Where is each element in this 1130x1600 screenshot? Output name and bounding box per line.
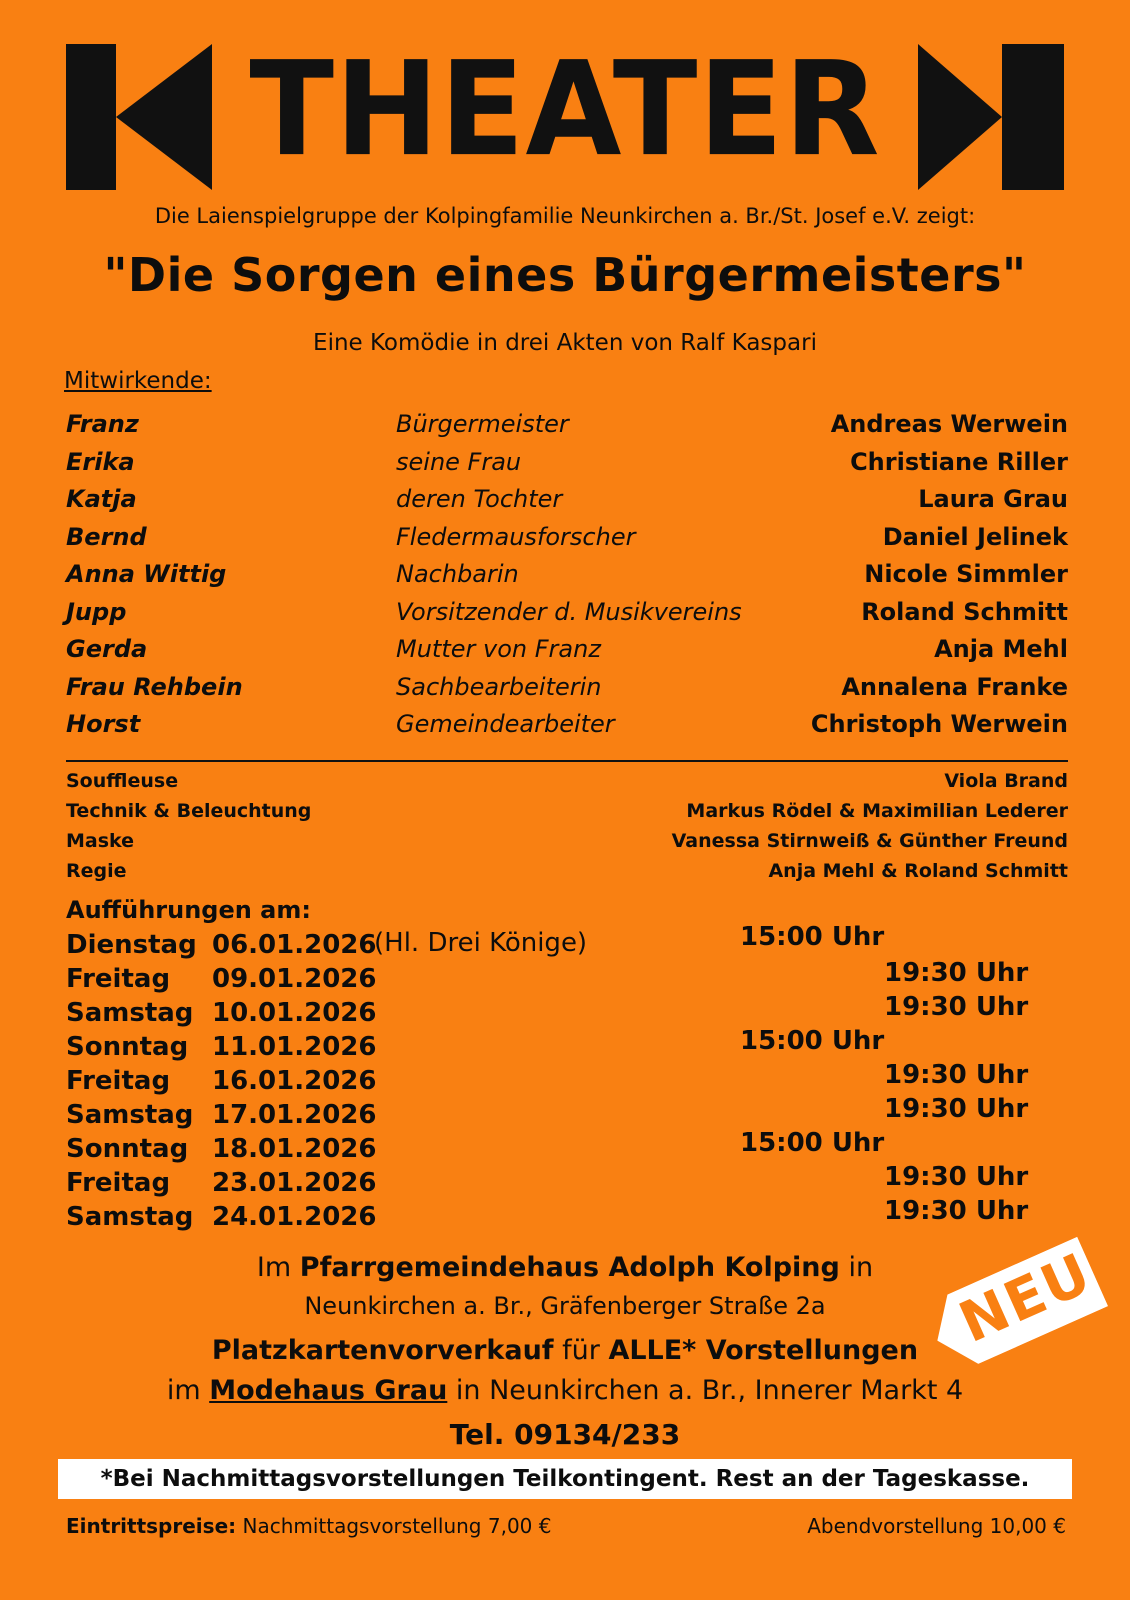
character-role: Gemeindearbeiter	[396, 710, 615, 738]
play-title: "Die Sorgen eines Bürgermeisters"	[103, 248, 1027, 302]
performance-list	[66, 922, 1066, 1250]
character-role: Bürgermeister	[396, 410, 569, 438]
actor-name: Christiane Riller	[850, 447, 1068, 476]
cast-row	[66, 560, 1068, 598]
price-afternoon-text: Nachmittagsvorstellung 7,00 €	[236, 1514, 552, 1538]
presale-scope: ALLE* Vorstellungen	[608, 1335, 919, 1366]
venue-name: Pfarrgemeindehaus Adolph Kolping	[299, 1252, 840, 1283]
presale-label: Platzkartenvorverkauf	[211, 1335, 554, 1366]
cast-row	[66, 485, 1068, 523]
presale-mid: für	[553, 1335, 609, 1366]
presale-shop-name: Modehaus Grau	[209, 1375, 448, 1406]
cast-list	[66, 410, 1068, 748]
performance-day: Samstag	[66, 1100, 194, 1130]
character-name: Gerda	[66, 635, 148, 663]
performance-date: 09.01.2026	[212, 964, 377, 994]
performance-date: 17.01.2026	[212, 1100, 377, 1130]
cast-row	[66, 710, 1068, 748]
price-evening: Abendvorstellung 10,00 €	[807, 1514, 1066, 1538]
performance-time: 19:30 Uhr	[884, 958, 1029, 988]
venue-line	[0, 1252, 1130, 1283]
cast-row	[66, 635, 1068, 673]
performance-date: 24.01.2026	[212, 1202, 377, 1232]
character-name: Erika	[66, 447, 135, 476]
performance-day: Sonntag	[66, 1134, 189, 1164]
crew-people: Markus Rödel & Maximilian Lederer	[686, 800, 1068, 822]
character-name: Bernd	[66, 522, 147, 551]
performance-day: Sonntag	[66, 1032, 189, 1062]
cast-divider	[66, 760, 1068, 762]
actor-name: Andreas Werwein	[830, 410, 1068, 438]
performance-day: Freitag	[66, 1066, 171, 1096]
crew-row	[66, 830, 1068, 860]
actor-name: Annalena Franke	[841, 672, 1068, 701]
actor-name: Daniel Jelinek	[882, 522, 1068, 551]
phone-number: Tel. 09134/233	[449, 1418, 681, 1451]
character-name: Frau Rehbein	[66, 672, 243, 701]
performance-time: 19:30 Uhr	[884, 1196, 1029, 1226]
actor-name: Nicole Simmler	[864, 560, 1068, 588]
presale-location-suffix: in Neunkirchen a. Br., Innerer Markt 4	[447, 1375, 964, 1406]
cast-heading: Mitwirkende:	[64, 368, 212, 394]
character-name: Horst	[66, 710, 141, 738]
crew-task: Technik & Beleuchtung	[66, 800, 312, 822]
performance-time: 15:00 Uhr	[740, 1128, 885, 1158]
performance-day: Freitag	[66, 1168, 171, 1198]
character-name: Katja	[66, 485, 137, 513]
performance-time: 19:30 Uhr	[884, 1094, 1029, 1124]
character-role: Sachbearbeiterin	[396, 672, 602, 701]
character-role: deren Tochter	[396, 485, 563, 513]
cast-row	[66, 673, 1068, 711]
performance-day: Freitag	[66, 964, 171, 994]
crew-row	[66, 770, 1068, 800]
play-subtitle: Eine Komödie in drei Akten von Ralf Kaspari	[313, 330, 817, 356]
performance-time: 19:30 Uhr	[884, 992, 1029, 1022]
performance-day: Samstag	[66, 1202, 194, 1232]
crew-people: Viola Brand	[944, 770, 1068, 792]
cast-row	[66, 448, 1068, 486]
actor-name: Christoph Werwein	[810, 710, 1068, 738]
character-role: Fledermausforscher	[396, 522, 636, 551]
actor-name: Laura Grau	[918, 485, 1068, 513]
price-label: Eintrittspreise:	[66, 1514, 237, 1538]
crew-people: Vanessa Stirnweiß & Günther Freund	[671, 830, 1068, 852]
performances-heading: Aufführungen am:	[66, 896, 311, 924]
venue-address: Neunkirchen a. Br., Gräfenberger Straße 2a	[304, 1292, 826, 1320]
character-name: Anna Wittig	[66, 560, 227, 588]
character-name: Franz	[66, 410, 139, 438]
performance-date: 16.01.2026	[212, 1066, 377, 1096]
performance-day: Dienstag	[66, 930, 197, 960]
theater-logo-left-icon	[66, 44, 212, 190]
crew-row	[66, 860, 1068, 890]
theater-logo-word: THEATER	[249, 34, 881, 186]
actor-name: Anja Mehl	[934, 635, 1068, 663]
crew-people: Anja Mehl & Roland Schmitt	[768, 860, 1068, 882]
performance-date: 11.01.2026	[212, 1032, 377, 1062]
new-badge-label: NEU	[950, 1240, 1102, 1356]
crew-list	[66, 770, 1068, 890]
character-role: Nachbarin	[396, 560, 519, 588]
theater-logo-right-icon	[918, 44, 1064, 190]
cast-row	[66, 410, 1068, 448]
performance-time: 19:30 Uhr	[884, 1060, 1029, 1090]
character-role: seine Frau	[396, 447, 522, 476]
cast-row	[66, 523, 1068, 561]
performance-note: (Hl. Drei Könige)	[374, 928, 588, 958]
actor-name: Roland Schmitt	[861, 597, 1068, 626]
character-name: Jupp	[66, 597, 127, 626]
performance-time: 15:00 Uhr	[740, 922, 885, 952]
crew-task: Souffleuse	[66, 770, 179, 792]
performance-date: 10.01.2026	[212, 998, 377, 1028]
presale-location-prefix: im	[166, 1375, 210, 1406]
performance-time: 15:00 Uhr	[740, 1026, 885, 1056]
presenter-line: Die Laienspielgruppe der Kolpingfamilie Neunkirchen a. Br./St. Josef e.V. zeigt:	[154, 204, 976, 228]
character-role: Vorsitzender d. Musikvereins	[396, 597, 742, 626]
performance-day: Samstag	[66, 998, 194, 1028]
performance-date: 18.01.2026	[212, 1134, 377, 1164]
cast-row	[66, 598, 1068, 636]
crew-row	[66, 800, 1068, 830]
venue-prefix: Im	[256, 1252, 300, 1283]
price-afternoon	[66, 1514, 551, 1538]
crew-task: Maske	[66, 830, 135, 852]
character-role: Mutter von Franz	[396, 635, 601, 663]
performance-date: 23.01.2026	[212, 1168, 377, 1198]
performance-time: 19:30 Uhr	[884, 1162, 1029, 1192]
venue-suffix: in	[839, 1252, 874, 1283]
crew-task: Regie	[66, 860, 127, 882]
performance-date: 06.01.2026	[212, 930, 377, 960]
presale-location	[0, 1375, 1130, 1406]
notice-box: *Bei Nachmittagsvorstellungen Teilkontingent. Rest an der Tageskasse.	[58, 1459, 1072, 1499]
